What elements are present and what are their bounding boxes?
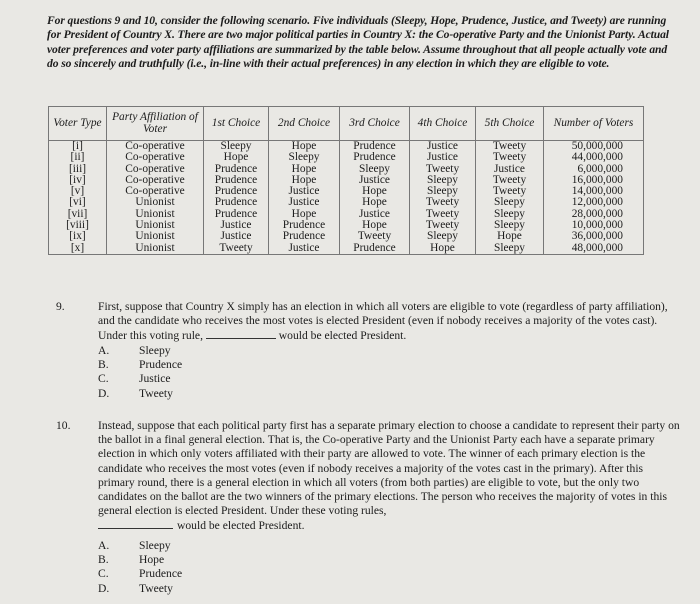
cell-party: Unionist <box>107 220 204 231</box>
header-5th-choice: 5th Choice <box>476 107 544 141</box>
option-c[interactable]: C. Justice <box>98 372 171 386</box>
question-10-text <box>98 419 681 534</box>
cell-choice-1: Sleepy <box>204 141 269 153</box>
header-2nd-choice: 2nd Choice <box>269 107 340 141</box>
cell-voters: 6,000,000 <box>544 164 644 175</box>
cell-choice-3: Prudence <box>340 141 410 153</box>
cell-choice-3: Prudence <box>340 243 410 255</box>
cell-voters: 10,000,000 <box>544 220 644 231</box>
cell-voter-type: [viii] <box>49 220 107 231</box>
cell-party: Unionist <box>107 231 204 242</box>
cell-party: Unionist <box>107 197 204 208</box>
header-number-of-voters: Number of Voters <box>544 107 644 141</box>
cell-choice-1: Prudence <box>204 186 269 197</box>
cell-choice-3: Hope <box>340 220 410 231</box>
cell-voters: 28,000,000 <box>544 209 644 220</box>
cell-choice-1: Tweety <box>204 243 269 255</box>
cell-choice-5: Sleepy <box>476 209 544 220</box>
option-b[interactable]: B. Hope <box>98 552 165 566</box>
cell-voter-type: [i] <box>49 141 107 153</box>
cell-choice-4: Justice <box>410 152 476 163</box>
header-1st-choice: 1st Choice <box>204 107 269 141</box>
cell-choice-3: Sleepy <box>340 164 410 175</box>
cell-voter-type: [ix] <box>49 231 107 242</box>
question-9-number: 9. <box>56 300 65 313</box>
cell-choice-2: Justice <box>269 243 340 255</box>
cell-choice-4: Sleepy <box>410 175 476 186</box>
cell-choice-2: Hope <box>269 209 340 220</box>
option-c[interactable]: C. Prudence <box>98 567 183 581</box>
cell-choice-2: Justice <box>269 197 340 208</box>
question-9 <box>56 300 681 401</box>
answer-blank <box>206 328 276 339</box>
question-10-prompt: Instead, suppose that each political party first has a separate primary election to choose a candidate to represent their party on the ballot in a final general election. That is, the Co-operative Party and the Unionist Party each have a separate primary election in which only voters affiliated with their party are allowed to vote. The winner of each primary election is the candidate who receives the most votes (even if nobody receives a majority of the votes cast in the primary). After this primary round, there is a general election in which all voters (from both parties) are eligible to vote, but the only two candidates on the ballot are the two winners of the primary elections. The person who receives the majority of votes in this general election is elected President. Under these voting rules, <box>98 419 680 518</box>
cell-party: Co-operative <box>107 164 204 175</box>
cell-choice-3: Prudence <box>340 152 410 163</box>
question-10-number: 10. <box>56 419 71 432</box>
cell-choice-4: Sleepy <box>410 231 476 242</box>
header-3rd-choice: 3rd Choice <box>340 107 410 141</box>
table-row <box>49 231 644 242</box>
option-a[interactable]: A. Sleepy <box>98 343 171 357</box>
question-10-options <box>98 539 681 596</box>
cell-choice-4: Sleepy <box>410 186 476 197</box>
cell-voters: 44,000,000 <box>544 152 644 163</box>
cell-voter-type: [iii] <box>49 164 107 175</box>
table-row <box>49 152 644 163</box>
cell-choice-5: Hope <box>476 231 544 242</box>
question-9-text <box>98 300 681 344</box>
cell-voters: 36,000,000 <box>544 231 644 242</box>
cell-choice-3: Justice <box>340 209 410 220</box>
cell-choice-2: Hope <box>269 141 340 153</box>
cell-choice-1: Prudence <box>204 209 269 220</box>
cell-choice-5: Sleepy <box>476 197 544 208</box>
cell-choice-5: Tweety <box>476 152 544 163</box>
cell-voters: 14,000,000 <box>544 186 644 197</box>
header-party-affiliation: Party Affiliation of Voter <box>107 107 204 141</box>
cell-choice-1: Justice <box>204 220 269 231</box>
cell-voters: 48,000,000 <box>544 243 644 255</box>
cell-choice-5: Tweety <box>476 175 544 186</box>
cell-choice-1: Justice <box>204 231 269 242</box>
cell-choice-3: Hope <box>340 197 410 208</box>
question-9-options <box>98 344 681 401</box>
cell-party: Co-operative <box>107 152 204 163</box>
table-header-row <box>49 107 644 141</box>
cell-voter-type: [v] <box>49 186 107 197</box>
cell-party: Co-operative <box>107 175 204 186</box>
cell-voter-type: [vii] <box>49 209 107 220</box>
cell-choice-1: Prudence <box>204 197 269 208</box>
cell-choice-5: Justice <box>476 164 544 175</box>
cell-choice-5: Sleepy <box>476 243 544 255</box>
cell-voter-type: [ii] <box>49 152 107 163</box>
cell-voters: 12,000,000 <box>544 197 644 208</box>
question-9-prompt-end: would be elected President. <box>278 329 407 343</box>
cell-voters: 16,000,000 <box>544 175 644 186</box>
cell-party: Unionist <box>107 243 204 255</box>
question-10 <box>56 419 681 596</box>
cell-choice-4: Tweety <box>410 164 476 175</box>
cell-choice-5: Sleepy <box>476 220 544 231</box>
header-voter-type: Voter Type <box>49 107 107 141</box>
cell-voter-type: [x] <box>49 243 107 255</box>
cell-choice-4: Tweety <box>410 209 476 220</box>
cell-choice-4: Tweety <box>410 197 476 208</box>
cell-choice-2: Hope <box>269 175 340 186</box>
option-d[interactable]: D. Tweety <box>98 581 173 595</box>
table-row <box>49 243 644 255</box>
cell-choice-4: Hope <box>410 243 476 255</box>
cell-choice-1: Prudence <box>204 175 269 186</box>
cell-voters: 50,000,000 <box>544 141 644 153</box>
question-10-prompt-end: would be elected President. <box>177 519 305 533</box>
option-b[interactable]: B. Prudence <box>98 357 183 371</box>
cell-choice-1: Hope <box>204 152 269 163</box>
cell-party: Co-operative <box>107 141 204 153</box>
cell-voter-type: [iv] <box>49 175 107 186</box>
cell-choice-4: Tweety <box>410 220 476 231</box>
option-d[interactable]: D. Tweety <box>98 386 173 400</box>
scenario-intro: For questions 9 and 10, consider the following scenario. Five individuals (Sleepy, Hope, Prudence, Justice, and Tweety) are running for President of Country X. There are two major political parties in Country X: the Co-operative Party and the Unionist Party. Actual voter preferences and voter party affiliations are summarized by the table below. Assume throughout that all people actually vote and do so sincerely and truthfully (i.e., in-line with their actual preferences) in any election in which they are eligible to vote. <box>47 14 669 70</box>
cell-choice-2: Prudence <box>269 231 340 242</box>
cell-choice-2: Justice <box>269 186 340 197</box>
cell-party: Unionist <box>107 209 204 220</box>
cell-choice-1: Prudence <box>204 164 269 175</box>
cell-choice-3: Hope <box>340 186 410 197</box>
cell-choice-5: Tweety <box>476 141 544 153</box>
option-a[interactable]: A. Sleepy <box>98 538 171 552</box>
cell-choice-2: Prudence <box>269 220 340 231</box>
cell-choice-3: Justice <box>340 175 410 186</box>
cell-choice-5: Tweety <box>476 186 544 197</box>
cell-choice-2: Hope <box>269 164 340 175</box>
header-4th-choice: 4th Choice <box>410 107 476 141</box>
answer-blank <box>98 518 173 529</box>
question-9-prompt: First, suppose that Country X simply has an election in which all voters are eligible to vote (regardless of party affiliation), and the candidate who receives the most votes is elected President (even if nobody receives a majority of the votes cast). Under this voting rule, <box>98 300 668 343</box>
cell-voter-type: [vi] <box>49 197 107 208</box>
voter-preferences-table <box>48 106 644 255</box>
cell-party: Co-operative <box>107 186 204 197</box>
cell-choice-3: Tweety <box>340 231 410 242</box>
cell-choice-2: Sleepy <box>269 152 340 163</box>
cell-choice-4: Justice <box>410 141 476 153</box>
